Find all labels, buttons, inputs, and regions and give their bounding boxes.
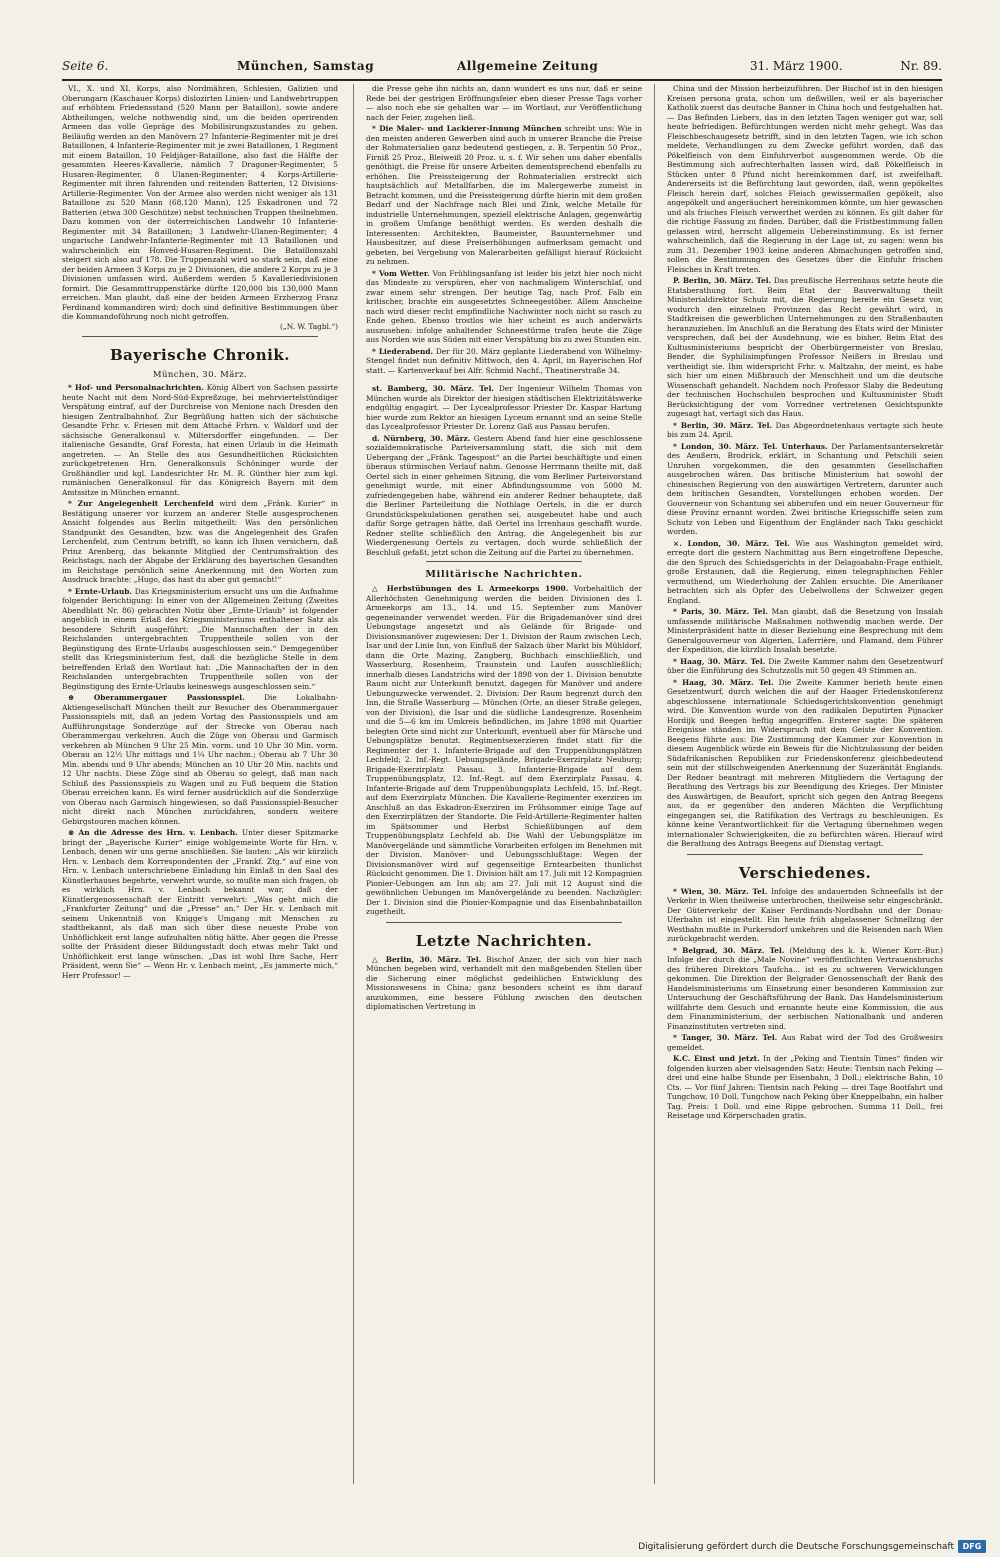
article-headline: * London, 30. März. Tel. Unterhaus.	[673, 441, 828, 451]
column-3	[667, 84, 943, 1121]
article-headline: * Belgrad, 30. März. Tel.	[673, 945, 785, 955]
issue-number: Nr. 89.	[900, 59, 942, 73]
article	[667, 1054, 943, 1121]
masthead-rule	[62, 79, 942, 81]
article-headline: st. Bamberg, 30. März. Tel.	[372, 384, 494, 393]
article	[62, 383, 338, 497]
article	[366, 384, 642, 432]
article-text: wird dem „Fränk. Kurier“ in Bestätigung unserer vor kurzem an anderer Stelle ausgesprochenen Ansicht folgendes aus Berlin mitgetheilt: Was den persönlichen Standpunkt des Gesandten, bzw. was die Angelegenheit des Grafen Lerchenfeld, zum Centrum betrifft, so kann ich Ihnen versichern, daß Prinz Arenberg, das bekannte Mitglied der Centrumsfraktion des Reichstags, nach der Abgabe der Erklärung des bayerischen Gesandten im Reichstage persönlich seine Anerkennung mit den Worten zum Ausdruck brachte: „Hugo, das hast du aber gut gemacht!“	[62, 499, 338, 584]
article-text: (Meldung des k. k. Wiener Korr.-Bur.) Infolge der durch die „Male Novine“ veröffentlichten Vertrauensbruchs des früheren Direktors Taufcha... ist es zu schweren Verwicklungen gekommen. Die Direktion der Belgrader Genossenschaft der Bank des Handelsministeriums um Einsetzung einer besonderen Kommission zur Untersuchung der Geschäftsführung der Bank. Das Handelsministerium willfahrte dem Gesuch und ernannte heute eine Kommission, die aus dem Finanzministerium, der serbischen Nationalbank und anderen Finanzinstituten vertreten sind.	[667, 945, 944, 1031]
section-subheading: Militärische Nachrichten.	[425, 569, 583, 580]
masthead	[62, 56, 942, 78]
section-heading: Bayerische Chronik.	[110, 346, 290, 364]
article-headline: K.C. Einst und jetzt.	[673, 1054, 760, 1063]
digitization-footer	[632, 1539, 992, 1555]
section-rule	[426, 561, 582, 562]
article	[366, 347, 642, 376]
article-headline: * Zur Angelegenheit Lerchenfeld	[68, 499, 214, 508]
section-rule	[386, 922, 622, 923]
article-text: die Presse gehe ihn nichts an, dann wundert es uns nur, daß er seine Rede bei der gestrigen Eröffnungsfeier eben dieser Presse Tags vorher — also noch ehe sie gehalten war — im Wortlaut, zur Veröffentlichung nach der Feier, zugehen ließ.	[366, 84, 642, 122]
article	[667, 607, 943, 655]
article-headline: * Die Maler- und Lackierer-Innung München	[372, 124, 562, 133]
article	[366, 955, 642, 1012]
article-text: Die Lokalbahn-Aktiengesellschaft München theilt zur Besucher des Oberammergauer Passionsspiels mit, daß an jedem Vortag des Passionsspiels und am Aufführungstage Sonderzüge auf der Strecke von Oberau nach Oberammergau verkehren. Auch die Züge von Oberau und Garmisch verkehren ab München 9 Uhr 25 Min. vorm. und 10 Uhr 30 Min. vorm. Oberau an 12½ Uhr mittags und 1¼ Uhr nachm.; Oberau ab 7 Uhr 30 Min. abends und 9 Uhr abends; München an 10 Uhr 20 Min. nachts und 12 Uhr nachts. Diese Züge sind ab Oberau so gelegt, daß man nach Schluß des Passionsspiels zu Wagen und zu Fuß bequem die Station Oberau erreichen kann. Es wird ferner ausdrücklich auf die Sonderzüge von Oberau nach Garmisch hingewiesen, so daß Passionsspiel-Besucher nicht direkt nach München zurückfahren, sondern weitere Gebirgstouren machen können.	[62, 693, 338, 826]
page-number: Seite 6.	[62, 59, 109, 73]
article-text: Die Zweite Kammer berieth heute einen Gesetzentwurf, durch welchen die auf der Haager Friedenskonferenz abgeschlossene internationale Schiedsgerichtskonvention genehmigt wird. Die Konvention wurde von den radikalen Deputirten Pijnacker Hordijk und Beegen heftig angegriffen. Ersterer sagte: Die späteren Ereignisse ständen im Widerspruch mit dem Geiste der Konvention. Beegens führte aus: Die Zustimmung der Kammer zur Konvention in diesem Augenblick würde ein Beweis für die Nichtzulassung der beiden Südafrikanischen Republiken zur Friedenskonferenz gleichbedeutend sein mit der stillschweigenden Anerkennung der Suzeränität Englands. Der Redner beantragt mit mehreren Mitgliedern die Vertagung der Berathung des Vertrags bis zur Beendigung des Krieges. Der Minister des Auswärtigen, de Beaufort, spricht sich gegen den Antrag Beegens aus, da er gegenüber den anderen Mächten die Verpflichtung eingegangen sei, die Ratifikation des Vertrags zu beschleunigen. Es könne keine Verantwortlichkeit für die Vertagung übernehmen wegen internationaler Schwierigkeiten, die zu befürchten wären. Hierauf wird die Berathung des Antrags Beegens auf Dienstag vertagt.	[667, 677, 944, 848]
article	[62, 693, 338, 826]
article-headline: * Liederabend.	[372, 346, 434, 356]
article	[366, 124, 642, 267]
article-text: Gestern Abend fand hier eine geschlossene sozialdemokratische Parteiversammlung statt, die sich mit dem Uebergang der „Fränk. Tagespost“ an die Partei beschäftigte und einen überaus stürmischen Verlauf nahm. Genosse Herrmann theilte mit, daß Oertel sich in einer geheimen Sitzung, die vom Berliner Parteivorstand genehmigt wurde, mit einer Abfindungssumme von 5000 M. zufriedengegeben habe, während ein anderer Redner behauptete, daß die Berliner Parteileitung die Nothlage Oertels, in die er durch Grundstückspekulationen gerathen sei, ausgebeutet habe und auch dafür Sorge getragen hätte, daß Oertel ins Irrenhaus geschafft wurde. Redner stellte schließlich den Antrag, die Angelegenheit bis zur Wiedergenesung Oertels zu vertagen, doch wurde schließlich der Beschluß gefaßt, jetzt schon die Zeitung auf die Partei zu übernehmen.	[366, 433, 642, 557]
article-headline: * Paris, 30. März. Tel.	[673, 607, 768, 616]
article-text: Wie aus Washington gemeldet wird, erregte dort die gestern Nachmittag aus Bern eingetroffene Depesche, die den Spruch des Schiedsgerichts in der Delagoabahn-Frage enthielt, große Erstaunen, daß die Regierung, einen telegraphischen Fehler vermuthend, um Wiederholung der Zahlen ersuchte. Die Amerikaner betrachten sich als Opfer des Uebelwollens der Schweizer gegen England.	[667, 538, 944, 605]
newspaper-title: Allgemeine Zeitung	[457, 59, 599, 73]
section-rule	[82, 336, 318, 337]
article-text: Der Ingenieur Wilhelm Thomas von München wurde als Direktor der hiesigen städtischen Elektrizitätswerke endgültig engagirt. — Der Lycealprofessor Priester Dr. Kaspar Hartung hier wurde zum Rektor an hiesigen Lyceum ernannt und an seine Stelle das Lycealprofessor Priester Dr. Lorenz Gaß aus Passau berufen.	[366, 384, 642, 431]
article	[667, 442, 943, 537]
article-text: Bischof Anzer, der sich von hier nach München begeben wird, verhandelt mit den maßgebenden Stellen über die Sicherung einer möglichst gedeihlichen Entwicklung des Missionswesens in China; ganz besonders scheint es ihm darauf anzukommen, eine bessere Fühlung zwischen den deutschen diplomatischen Vertretung in	[366, 954, 642, 1011]
article	[366, 584, 642, 917]
article	[667, 1033, 943, 1052]
dfg-logo-icon: DFG	[958, 1540, 986, 1553]
column-divider	[654, 84, 655, 1484]
article	[667, 946, 943, 1032]
article	[366, 434, 642, 558]
article-headline: * Tanger, 30. März. Tel.	[673, 1033, 778, 1042]
place-and-day: München, Samstag	[237, 59, 375, 73]
article-headline: * Wien, 30. März. Tel.	[673, 886, 768, 896]
article-headline: ⊗ An die Adresse des Hrn. v. Lenbach.	[68, 828, 238, 837]
article	[62, 587, 338, 692]
article	[667, 276, 943, 419]
article-headline: * Vom Wetter.	[372, 268, 430, 278]
article	[62, 499, 338, 585]
article-text: Unter dieser Spitzmarke bringt der „Bayerische Kurier“ einige wohlgemeinte Worte für Hrn. v. Lenbach, denen wir uns gerne anschließen. Sie lauten: „Als wir kürzlich Hrn. v. Lenbach dem Korrespondenten der „Frankf. Ztg.“ auf eine von Hrn. v. Lenbach unterschriebene Einladung hin Einlaß in den Saal des Künstlerhauses begehrte, verwehrt wurde, so mußte man sich fragen, ob es wirklich Hrn. v. Lenbach bekannt war, daß der Künstlergenossenschaft der Eintritt verwehrt: „Was geht mich die „Frankfurter Zeitung“ und die „Presse“ an.“ Der Hr. v. Lenbach mit seinem Unkenntniß von Knigge's Umgang mit Menschen zu stadtbekannt, als daß man sich über diese neueste Probe von Unhöflichkeit erst lange aufzuhalten nötig hätte. Aber gegen die Presse sollte der Präsident dieser Bildungsstadt doch etwas mehr Takt und Unhöflichkeit erst lange wünschen. „Das ist wohl Ihre Sache, Herr Präsident, wenn Sie“ — Wenn Hr. v. Lenbach meint, „Es jammerte mich,“ Herr Professor! —	[62, 828, 338, 980]
article	[667, 678, 943, 849]
funding-notice: Digitalisierung gefördert durch die Deutsche Forschungsgemeinschaft	[638, 1542, 954, 1552]
article	[667, 657, 943, 676]
section-heading: Letzte Nachrichten.	[415, 931, 593, 950]
article-text: Aus Rabat wird der Tod des Großwesirs gemeldet.	[667, 1033, 943, 1052]
article	[667, 539, 943, 606]
article-headline: ⊕ Oberammergauer Passionsspiel.	[68, 693, 245, 702]
article-headline: * Haag, 30. März. Tel.	[673, 677, 774, 687]
article-headline: d. Nürnberg, 30. März.	[372, 433, 471, 443]
dateline: München, 30. März.	[152, 370, 248, 380]
article-headline: △ Herbstübungen des I. Armeekorps 1900.	[372, 584, 569, 593]
section-rule	[687, 854, 923, 855]
article-text: In der „Peking and Tientsin Times“ finden wir folgenden kurzen aber vielsagenden Satz: Heute: Tientsin nach Peking — drei und eine halbe Stunde per Eisenbahn, 3 Doll.; elektrische Bahn, 10 Cts. — Vor fünf Jahren: Tientsin nach Peking — drei Tage Bootfahrt und Tungchow, 10 Doll. Tungchow nach Peking über Kneppelbahn, ein halber Tag. Preis: 1 Doll. und eine Rippe gebrochen. Summa 11 Doll., frei Reisetage und Körperschaden gratis.	[667, 1054, 943, 1120]
issue-date: 31. März 1900.	[750, 59, 843, 73]
article-text: Das preußische Herrenhaus setzte heute die Etatsberathung fort. Beim Etat der Bauverwaltung theilt Ministerialdirektor Schulz mit, die Regierung bereite ein Gesetz vor, wodurch den einzelnen Provinzen das Recht gewährt wird, in Stadtkreisen die gewerblichen Unternehmungen zu den Straßenbauten heranzuziehen. Im Anschluß an die Beratung des Etats wird der Minister versprechen, daß bei der Ausdehnung, wie es bisher, Beim Etat des Kultusministeriums bespricht der Oberbürgermeister von Breslau, Bender, die Syphilisimpfungen Professor Neißers in Breslau und vertheidigt sie. Ihm widerspricht Frhr. v. Maltzahn, der meint, es habe sich hier um einen Mißbrauch der Menschheit und um die deutsche Wissenschaft gehandelt. Nachdem noch Professor Slaby die Bedeutung der technischen Hochschulen besprochen und Kultusminister Studt Berücksichtigung der vom Vorredner vertretenen Gesichtspunkte zugesagt hat, vertagt sich das Haus.	[667, 276, 943, 418]
article	[366, 269, 642, 345]
article-headline: △ Berlin, 30. März. Tel.	[372, 954, 482, 964]
article-text: Die Zweite Kammer nahm den Gesetzentwurf über die Einführung des Schutzzolls mit 50 gegen 49 Stimmen an.	[667, 656, 943, 675]
column-divider	[353, 84, 354, 1484]
article-text: Von Frühlingsanfang ist leider bis jetzt hier noch nicht das Mindeste zu verspüren, eher von nachmaligem Winterschlaf, und zwar einem sehr strengen. Der heutige Tag, nach Prof. Falb ein kritischer, brachte ein ausgesetztes Schneegestöber. Allem Anscheine nach wird dieser recht empfindliche Nachwinter noch nicht so rasch zu Ende gehen. Ebenso trostlos wie hier scheint es auch anderwärts auszusehen: infolge anhaltender Schneestürme trafen heute die Züge aus Norden wie aus Süden mit einer Verspätung bis zu zwei Stunden ein.	[366, 268, 642, 344]
article-text: Vorbehaltlich der Allerhöchsten Genehmigung werden die beiden Divisionen des I. Armeekorps am 13., 14. und 15. September zum Manöver gegeneinander verwendet werden. Für die Brigademanöver sind drei Uebungstage angesetzt und als Gelände für Brigade- und Divisionsmanöver zugewiesen: Der 1. Division der Raum zwischen Lech, Isar und der Linie Inn, von Einfluß der Salzach über Markt bis Mühldorf, dann die Orte Mazing, Zangberg, Buchbach einschließlich, und Wasserburg, Rosenheim, Traunstein und Laufen ausschließlich; innerhalb dieses Landstrichs wird der 1898 von der 1. Division benutzte Raum nicht zur Unterkunft benutzt, dagegen für Manöver und andere Uebungszwecke verwendet. 2. Division: Der Raum begrenzt durch den Inn, die Straße Wasserburg — München (Orte, an dieser Straße gelegen, von der Division), die Isar und die südliche Landesgrenze. Rosenheim und die 5—6 km im Umkreis befindlichen, im Jahre 1898 mit Quartier belegten Orte sind nicht zur Unterkunft, eventuell aber für Märsche und Uebungsplätze benutzt. Regimentsexerzieren findet statt für die Regimenter der 1. Infanterie-Brigade auf den Truppenübungsplätzen Lechfeld; 2. Inf.-Regt. Uebungsgelände, Brigade-Exerzirplatz Neuburg; Brigade-Exerzirplatz Passau. 3. Infanterie-Brigade auf dem Truppenübungsplatz, 12. Inf.-Regt. auf dem Exerzirplatz Passau. 4. Infanterie-Brigade auf dem Truppenübungsplatz Lechfeld, 15. Inf.-Regt. auf dem Exerzirplatz München. Die Kavallerie-Regimenter exerziren im Anschluß an das Eskadron-Exerziren im Frühsommer einige Tage auf den Exerzirplätzen der Standorte. Die Feld-Artillerie-Regimenter halten im Spätsommer und Herbst Schießübungen auf dem Truppenübungsplatz Lechfeld ab. Die Wahl der Uebungsplätze im Manövergelände und sämmtliche Vorarbeiten erfolgen im Benehmen mit der Division. Manöver- und Uebungsschlußtage: Wegen der Divisionsmanöver wird auf gegenseitige Erntearbeiten thunlichst Rücksicht genommen. Die 1. Division hält am 17. Juli mit 12 Kompagnien Pionier-Uebungen am Inn ab; am 27. Juli mit 12 August sind die gewöhnlichen Uebungen im Manövergelände zu beenden. Nachzügler: Der 1. Division sind die Pionier-Kompagnie und das Eisenbahnbataillon zugetheilt.	[366, 584, 642, 916]
article	[667, 887, 943, 944]
article-text: Der Parlamentsuntersekretär des Aeußern, Brodrick, erklärt, in Schantung und Petschili seien Unruhen vorgekommen, die den gesammten Gesellschaften ausgebrochen wären. Das britische Ministerium hat sowohl der chinesischen Regierung von den auswärtigen Vertretern, darunter auch dem britischen Gesandten, Vorstellungen erhoben worden. Der Gouverneur von Schantung sei abberufen und ein neuer Gouverneur für diese Provinz ernannt worden. Zwei britische Kriegsschiffe seien zum Schutz von Leben und Eigenthum der Engländer nach Taku geschickt worden.	[667, 441, 943, 536]
column-2	[366, 84, 642, 1012]
article-headline: ×. London, 30. März. Tel.	[673, 538, 790, 548]
section-heading: Verschiedenes.	[738, 863, 872, 882]
column-1	[62, 84, 338, 980]
article-text: Das Kriegsministerium ersucht uns um die Aufnahme folgender Berichtigung: In einer von der Allgemeinen Zeitung (Zweites Abendblatt Nr. 86) gebrachten Notiz über „Ernte-Urlaub“ ist folgender angeblich in einem Erlaß des Kriegsministeriums enthaltener Satz als besondere Schrift ausgeführt: „Die Mannschaften der in den Reichslanden untergebrachten Truppentheile sollen von der Begünstigung des Ernte-Urlaubs ausgeschlossen sein.“ Demgegenüber stellt das Kriegsministerium fest, daß die bezügliche Stelle in dem betreffenden Erlaß den Wortlaut hat: „Die Mannschaften der in den Reichslanden untergebrachten Truppentheile sollen von der Begünstigung des Ernte-Urlaubs keineswegs ausgeschlossen sein.“	[62, 586, 338, 691]
article	[62, 828, 338, 980]
article-text: Der für 20. März geplante Liederabend von Wilhelmy-Stengel findet nun definitiv Mittwoch, den 4. April, im Bayerischen Hof statt. — Kartenverkauf bei Alfr. Schmid Nachf., Theatinerstraße 34.	[366, 346, 642, 375]
article-text: Das Abgeordnetenhaus vertagte sich heute bis zum 24. April.	[667, 420, 943, 439]
article-headline: * Hof- und Personalnachrichten.	[68, 383, 204, 392]
section-rule	[426, 379, 582, 380]
article	[667, 421, 943, 440]
article-text: VI., X. und XI. Korps, also Nordmähren, Schlesien, Galizien und Oberungarn (Kaschauer Korps) dislozirten Linien- und Landwehrtruppen auf erhöhtem Friedensstand (520 Mann per Bataillon), sowie andere Abtheilungen, welche nothwendig sind, um die beiden operirenden Armeen das volle Gepräge des Mobilisirungszustandes zu geben. Beiläufig werden an den Manövern 27 Infanterie-Regimenter mit je drei Bataillonen, 4 Infanterie-Regimenter mit je zwei Bataillonen, 1 Regiment mit einem Bataillon, 10 Feldjäger-Bataillone, also fast die Hälfte der gesammten Heeres-Kavallerie, nämlich 7 Dragoner-Regimenter, 5 Husaren-Regimenter, 8 Ulanen-Regimenter; 4 Korps-Artillerie-Regimenter mit ihren fahrenden und reitenden Batterien, 12 Divisions-Artillerie-Regimenter. Von der Armee also werden nicht weniger als 131 Bataillone zu 520 Mann (68,120 Mann), 125 Eskadronen und 72 Batterien (etwa 300 Geschütze) nebst technischen Truppen theilnehmen. Dazu kommen von der österreichischen Landwehr 10 Infanterie-Regimenter mit 34 Bataillonen; 3 Landwehr-Ulanen-Regimenter; 4 ungarische Landwehr-Infanterie-Regimenter mit 13 Bataillonen und wahrscheinlich ein Honved-Husaren-Regiment. Die Bataillonszahl steigert sich also auf 178. Die Truppenzahl wird so stark sein, daß eine der beiden Armeen 3 Korps zu je 2 Divisionen, die andere 2 Korps zu je 3 Divisionen umfassen wird. Außerdem werden 5 Kavalleriedivisionen formirt. Die Gesammttruppenstärke dürfte 120,000 bis 130,000 Mann erreichen. Man glaubt, daß eine der beiden Armeen Erzherzog Franz Ferdinand kommandiren wird; doch sind definitive Bestimmungen über die Kommandoführung noch nicht getroffen.	[62, 84, 338, 321]
article-headline: * Haag, 30. März. Tel.	[673, 656, 766, 666]
article-text: China und der Mission herbeizuführen. Der Bischof ist in den hiesigen Kreisen persona grata, schon um deßwillen, weil er als bayerischer Katholik zuerst das deutsche Banner in China hoch und festgehalten hat. — Das Befinden Liebers, das in den letzten Tagen weniger gut war, soll heute befriedigen. Befürchtungen werden nicht mehr gehegt. Was das Fleischbeschaugesetz betrifft, sind in den letzten Tagen, wie ich schon meldete, Verhandlungen zu dem Zwecke geführt worden, daß das Pökelfleisch von dem Einfuhrverbot ausgenommen werde. Ob die Bestimmung sich aufrechterhalten lassen wird, daß Pökelfleisch in Stücken unter 8 Pfund nicht hereinkommen darf, ist zweifelhaft. Andererseits ist die Befürchtung laut geworden, daß, wenn gepökeltes Fleisch herein darf, solches Fleisch gewissermaßen gepökelt, also angepökelt und angeräuchert hereinkommen könnte, um hier gewaschen und als frisches Fleisch verwerthet werden zu können. Es gilt daher für die richtige Fassung zu finden. Darüber, daß die Fristbestimmung fallen gelassen wird, herrscht allgemein Uebereinstimmung. Es ist ferner wahrscheinlich, daß die Regierung in der Lage ist, zu sagen: wenn bis zum 31. Dezember 1903 keine anderen Abmachungen getroffen sind, sollen die Bestimmungen des Gesetzes über die Einfuhr frischen Fleisches in Kraft treten.	[667, 84, 943, 274]
article-text: König Albert von Sachsen passirte heute Nacht mit dem Nord-Süd-Expreßzuge, bei mehrviertelstündiger Verspätung eintraf, auf der Durchreise von Menione nach Dresden den hiesigen Zentralbahnhof. Zur Begrüßung hatten sich der sächsische Gesandte Frhr. v. Friesen mit dem Attaché Frhrn. v. Waldorf und der sächsische Generalkonsul v. Miltersdorffer eingefunden. — Der italienische Gesandte, Graf Foresta, hat einen Urlaub in die Heimath angetreten. — An Stelle des aus Gesundheitlichen Rücksichten zurückgetretenen Hrn. Generalkonsuls Schöninger wurde der Großhändler und kgl. Landesrichter Hr. M. R. Günther hier zum kgl. rumänischen Generalkonsul für das Königreich Bayern mit dem Amtssitze in München ernannt.	[62, 383, 338, 497]
article-text: Infolge des andauernden Schneefalls ist der Verkehr in Wien theilweise unterbrochen, theilweise sehr eingeschränkt. Der Güterverkehr der Kaiser Ferdinands-Nordbahn und der Donau-Uferbahn ist eingestellt. Ein heute früh abgelassener Schnellzug der Westbahn mußte in Purkersdorf umkehren und die Reisenden nach Wien zurückgebracht werden.	[667, 886, 943, 943]
article-headline: P. Berlin, 30. März. Tel.	[673, 276, 772, 285]
source-citation: („N. W. Tagbl.“)	[279, 321, 338, 331]
article-headline: * Berlin, 30. März. Tel.	[673, 420, 772, 430]
article-headline: * Ernte-Urlaub.	[68, 586, 132, 596]
article-text: schreibt uns: Wie in den meisten anderen Gewerben sind auch in unserer Branche die Preise der Rohmaterialien ganz bedeutend gestiegen, z. B. Terpentin 50 Proz., Firniß 25 Proz., Bleiweiß 20 Proz. u. s. f. Wir sehen uns daher ebenfalls genöthigt, die Preise für unsere Arbeiten dementsprechend ebenfalls zu erhöhen. Die Preissteigerung der Rohmaterialien erstreckt sich hauptsächlich auf Metallfarben, die im Malergewerbe zumeist in Betracht kommen, und die Preissteigerung dürfte hierin mit dem großen Bedarf und der Nachfrage nach Blei und Zink, welche Metalle für industrielle Unternehmungen, speziell elektrische Anlagen, gegenwärtig in großem Umfange benöthigt werden. Es werden deshalb die Interessenten: Architekten, Baumeister, Bauunternehmer und Hausbesitzer, auf diese Preiserhöhungen aufmerksam gemacht und gebeten, bei Vergebung von Malerarbeiten gefälligst hierauf Rücksicht zu nehmen.	[366, 124, 643, 266]
article-text: Man glaubt, daß die Besetzung von Insalah umfassende militärische Maßnahmen nothwendig machen werde. Der Ministerpräsident hatte in dieser Beziehung eine Besprechung mit dem Generalgouverneur von Algerien, Laferrière, und Flamand, dem Führer der Expedition, die kürzlich Insalah besetzte.	[667, 607, 944, 654]
